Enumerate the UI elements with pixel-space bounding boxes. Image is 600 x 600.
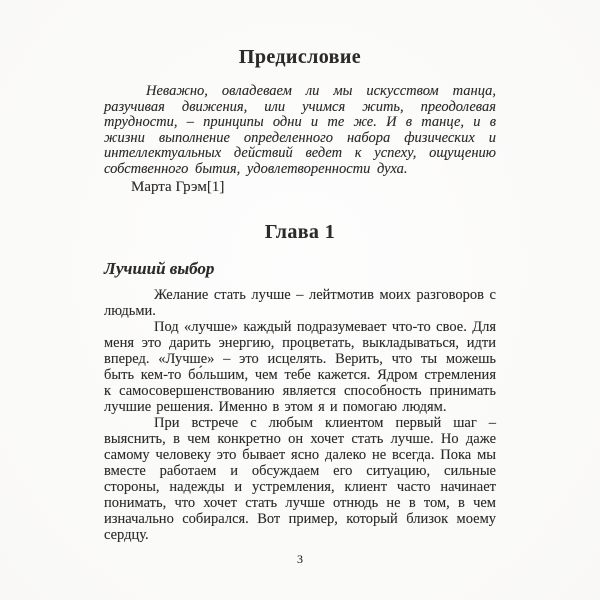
- page-number: 3: [297, 551, 303, 566]
- chapter-title: Глава 1: [264, 220, 336, 243]
- epigraph-quote: Неважно, овладеваем ли мы искусством танца, разучивая движения, или учимся жить, преодолевая трудности, – принципы одни и те же. И в танце, и в жизни выполнение определенного набора физических и интеллектуальных действий ведет к успеху, ощущению собственного бытия, удовлетворенности духа.: [104, 83, 496, 177]
- epigraph-attribution: Марта Грэм[1]: [131, 178, 225, 195]
- section-title: Лучший выбор: [104, 258, 215, 278]
- preface-title: Предисловие: [238, 46, 362, 68]
- body-paragraph: Желание стать лучше – лейтмотив моих разговоров с людьми.: [104, 286, 496, 319]
- page-content: [104, 0, 496, 566]
- body-paragraph: При встрече с любым клиентом первый шаг – выяснить, в чем конкретно он хочет стать лучше. Но даже самому человеку это бывает ясно далеко не всегда. Пока мы вместе работаем и обсуждаем его ситуацию, сильные стороны, надежды и устремления, клиент часто начинает понимать, что хочет стать лучше отнюдь не в том, в чем изначально собирался. Вот пример, который близок моему сердцу.: [104, 414, 496, 543]
- body-paragraph: Под «лучше» каждый подразумевает что-то свое. Для меня это дарить энергию, процветать, выкладываться, идти вперед. «Лучше» – это исцелять. Верить, что ты можешь быть кем-то бо́льшим, чем тебе кажется. Ядром стремления к самосовершенствованию является способность принимать лучшие решения. Именно в этом я и помогаю людям.: [104, 318, 496, 415]
